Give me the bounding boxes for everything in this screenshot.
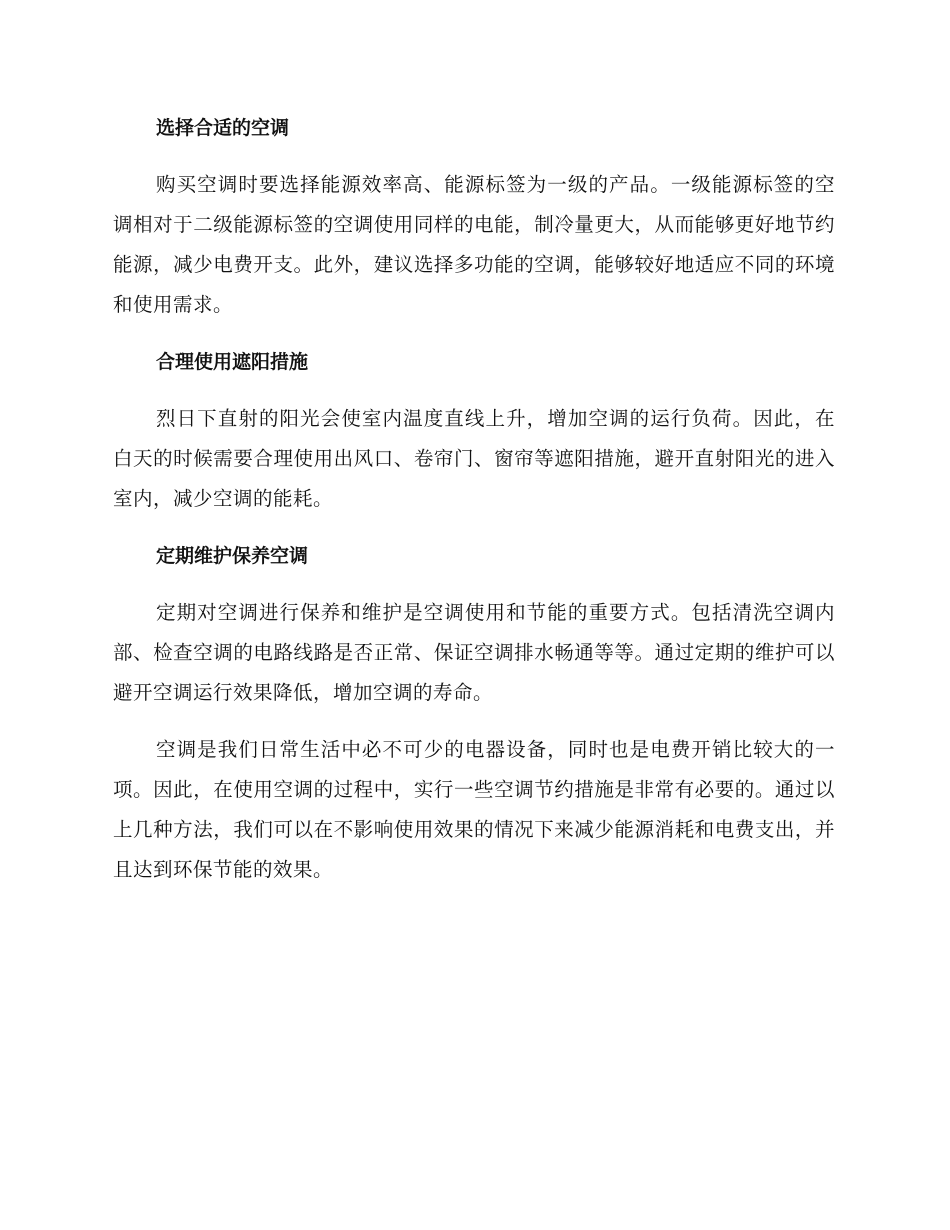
section-heading-maintenance: 定期维护保养空调 [156,545,309,567]
section-paragraph-maintenance: 定期对空调进行保养和维护是空调使用和节能的重要方式。包括清洗空调内部、检查空调的电路线路是否正常、保证空调排水畅通等等。通过定期的维护可以避开空调运行效果降低，增加空调的寿命。 [113,601,835,704]
section-paragraph-choose-ac: 购买空调时要选择能源效率高、能源标签为一级的产品。一级能源标签的空调相对于二级能源标签的空调使用同样的电能，制冷量更大，从而能够更好地节约能源，减少电费开支。此外，建议选择多功能的空调，能够较好地适应不同的环境和使用需求。 [113,173,835,316]
section-paragraph-shading: 烈日下直射的阳光会使室内温度直线上升，增加空调的运行负荷。因此，在白天的时候需要合理使用出风口、卷帘门、窗帘等遮阳措施，避开直射阳光的进入室内，减少空调的能耗。 [113,407,835,510]
conclusion-paragraph: 空调是我们日常生活中必不可少的电器设备，同时也是电费开销比较大的一项。因此，在使用空调的过程中，实行一些空调节约措施是非常有必要的。通过以上几种方法，我们可以在不影响使用效果的情况下来减少能源消耗和电费支出，并且达到环保节能的效果。 [113,738,835,881]
section-heading-shading: 合理使用遮阳措施 [156,351,309,373]
section-heading-choose-ac: 选择合适的空调 [156,117,290,139]
document-body [113,108,835,890]
